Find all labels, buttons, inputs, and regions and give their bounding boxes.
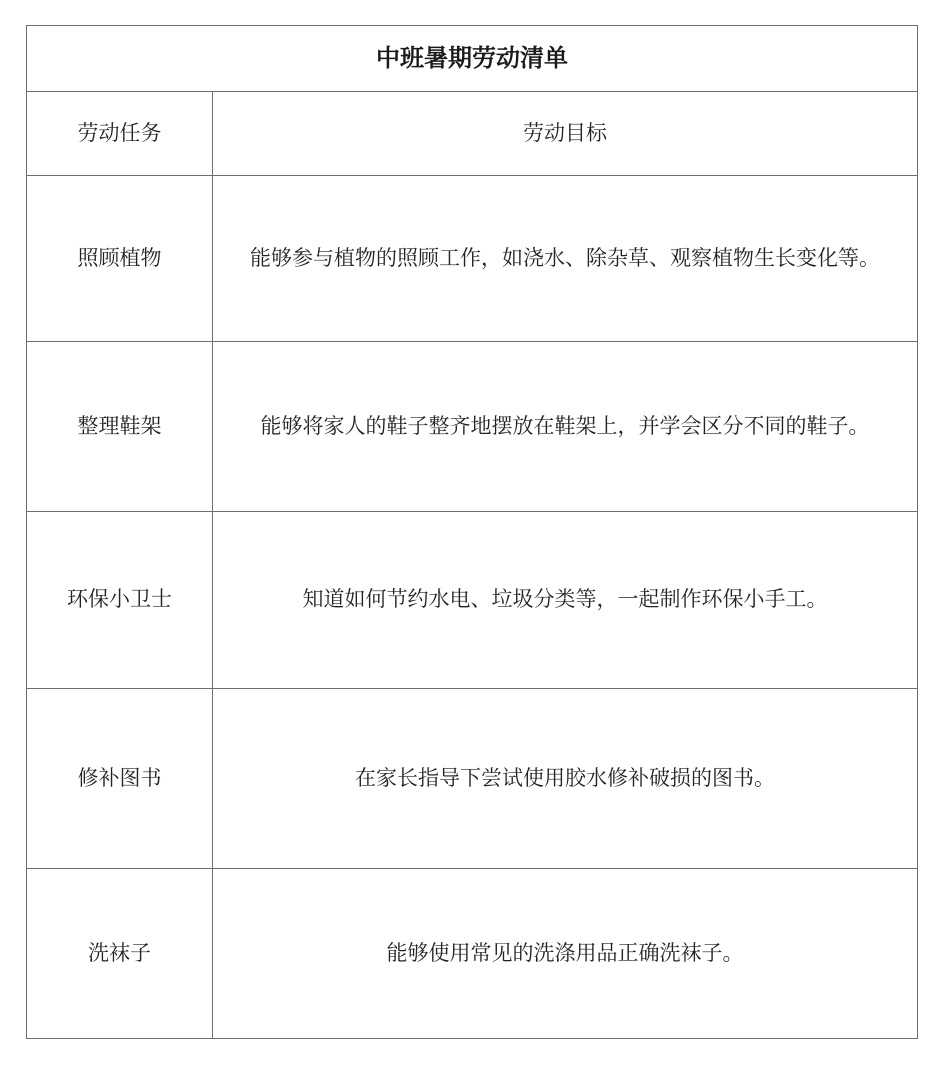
- goal-cell: 能够使用常见的洗涤用品正确洗袜子。: [213, 869, 918, 1039]
- title-row: [27, 26, 918, 92]
- table-row: [27, 342, 918, 512]
- task-cell: 环保小卫士: [27, 512, 213, 689]
- header-row: [27, 92, 918, 176]
- task-cell: 洗袜子: [27, 869, 213, 1039]
- table-row: [27, 512, 918, 689]
- goal-cell: 能够将家人的鞋子整齐地摆放在鞋架上，并学会区分不同的鞋子。: [213, 342, 918, 512]
- task-cell: 整理鞋架: [27, 342, 213, 512]
- goal-cell: 知道如何节约水电、垃圾分类等，一起制作环保小手工。: [213, 512, 918, 689]
- task-cell: 照顾植物: [27, 176, 213, 342]
- task-cell: 修补图书: [27, 689, 213, 869]
- header-goal: 劳动目标: [213, 92, 918, 176]
- table-title: 中班暑期劳动清单: [27, 26, 918, 92]
- table-row: [27, 869, 918, 1039]
- labor-checklist-table: [26, 25, 918, 1039]
- goal-cell: 能够参与植物的照顾工作，如浇水、除杂草、观察植物生长变化等。: [213, 176, 918, 342]
- table-row: [27, 689, 918, 869]
- header-task: 劳动任务: [27, 92, 213, 176]
- table-row: [27, 176, 918, 342]
- goal-cell: 在家长指导下尝试使用胶水修补破损的图书。: [213, 689, 918, 869]
